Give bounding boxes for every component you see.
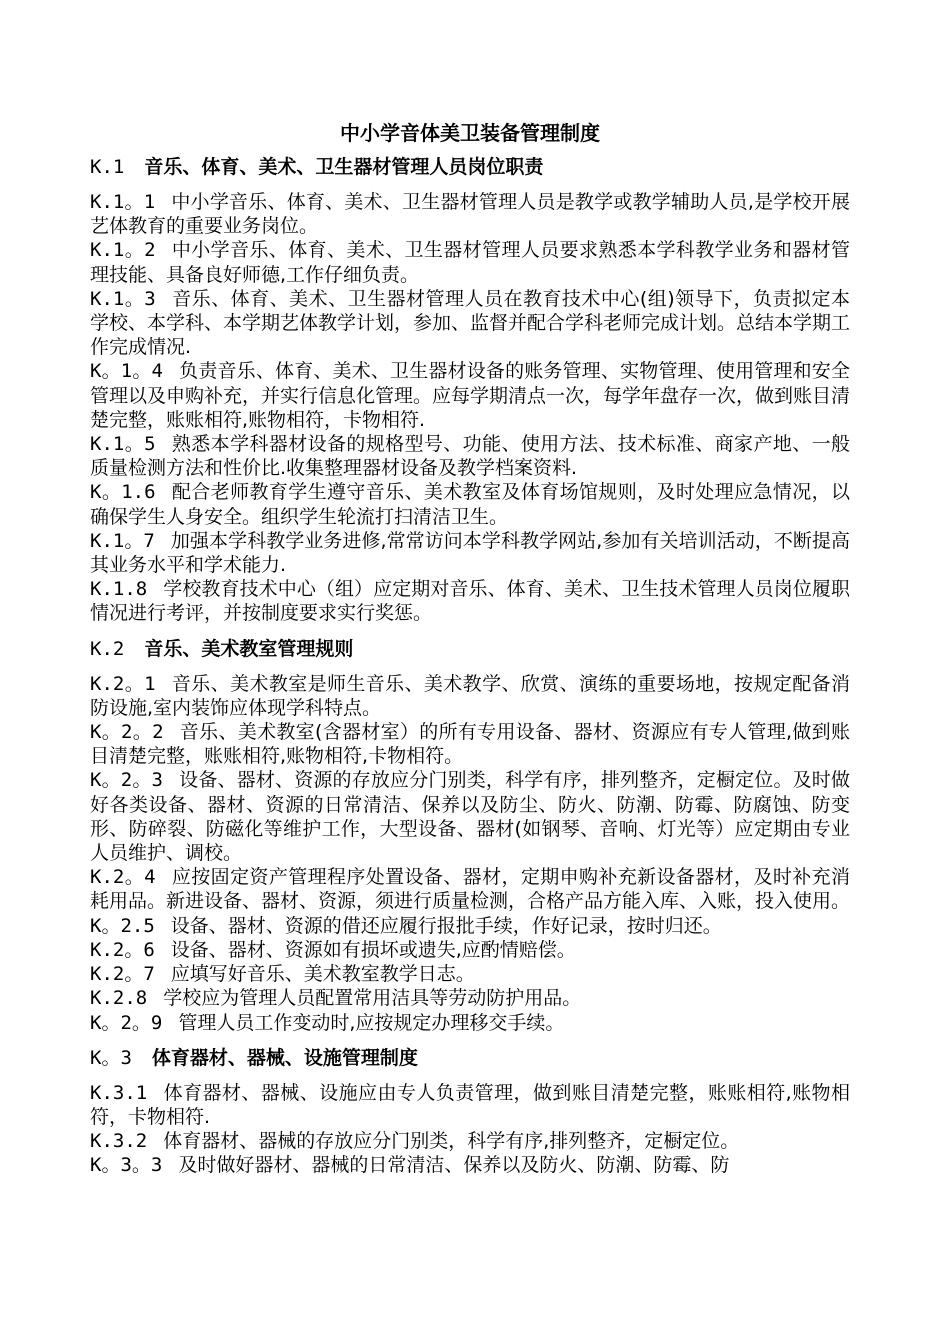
clause-text: 加强本学科教学业务进修,常常访问本学科教学网站,参加有关培训活动，不断提高其业务水平和学术能力. — [90, 529, 850, 577]
clause-number: K.1。3 — [90, 287, 156, 310]
section-heading-text: 音乐、体育、美术、卫生器材管理人员岗位职责 — [144, 156, 544, 178]
section — [90, 154, 850, 626]
section-number: K。3 — [90, 1046, 132, 1069]
clause-item — [90, 287, 850, 360]
document-title: 中小学音体美卫装备管理制度 — [340, 121, 600, 145]
section — [90, 1045, 850, 1178]
clause-text: 学校应为管理人员配置常用洁具等劳动防护用品。 — [163, 987, 582, 1010]
clause-text: 学校教育技术中心（组）应定期对音乐、体育、美术、卫生技术管理人员岗位履职情况进行考评，并按制度要求实行奖惩。 — [90, 578, 850, 625]
clause-text: 熟悉本学科器材设备的规格型号、功能、使用方法、技术标准、商家产地、一般质量检测方法和性价比.收集整理器材设备及教学档案资料. — [90, 433, 850, 480]
clause-item — [90, 938, 850, 962]
clause-text: 管理人员工作变动时,应按规定办理移交手续。 — [178, 1011, 565, 1034]
clause-item — [90, 720, 850, 768]
clause-item — [90, 529, 850, 577]
clause-item — [90, 1081, 850, 1129]
clause-number: K。2。9 — [90, 1011, 163, 1034]
clause-number: K.1。1 — [90, 191, 156, 213]
clause-text: 应填写好音乐、美术教室教学日志。 — [170, 963, 475, 986]
clause-item — [90, 359, 850, 432]
clause-text: 设备、器材、资源的借还应履行报批手续，作好记录，按时归还。 — [170, 914, 722, 937]
clause-number: K。2。2 — [90, 721, 164, 744]
clause-text: 音乐、美术教室(含器材室）的所有专用设备、器材、资源应有专人管理,做到账目清楚完整，账账相符,账物相符,卡物相符。 — [90, 721, 850, 768]
clause-item — [90, 962, 850, 986]
clause-number: K。3。3 — [90, 1154, 163, 1177]
clause-number: K.1。5 — [90, 433, 156, 456]
section-heading-text: 音乐、美术教室管理规则 — [144, 637, 354, 660]
clause-number: K.1。2 — [90, 239, 156, 262]
clause-item — [90, 480, 850, 528]
clause-text: 设备、器材、资源如有损坏或遗失,应酌情赔偿。 — [170, 938, 576, 961]
clause-item — [90, 672, 850, 720]
section — [90, 636, 850, 1035]
clause-number: K。2.5 — [90, 914, 155, 937]
section-number: K.2 — [90, 637, 125, 660]
clause-item — [90, 577, 850, 625]
document-page — [90, 118, 850, 1188]
clause-item — [90, 865, 850, 913]
section-heading — [90, 1045, 850, 1071]
section-heading — [90, 636, 850, 662]
clause-text: 中小学音乐、体育、美术、卫生器材管理人员是教学或教学辅助人员,是学校开展艺体教育的重要业务岗位。 — [90, 191, 850, 238]
clause-number: K.1.8 — [90, 578, 148, 601]
clause-text: 音乐、美术教室是师生音乐、美术教学、欣赏、演练的重要场地，按规定配备消防设施,室内装饰应体现学科特点。 — [90, 672, 850, 719]
clause-text: 音乐、体育、美术、卫生器材管理人员在教育技术中心(组)领导下，负责拟定本学校、本学科、本学期艺体教学计划，参加、监督并配合学科老师完成计划。总结本学期工作完成情况. — [90, 287, 851, 359]
clause-number: K.3.2 — [90, 1130, 148, 1153]
clause-number: K。2。3 — [90, 769, 163, 792]
clause-text: 配合老师教育学生遵守音乐、美术教室及体育场馆规则，及时处理应急情况，以确保学生人身安全。组织学生轮流打扫清洁卫生。 — [90, 481, 850, 528]
clause-number: K.2.8 — [90, 987, 148, 1010]
clause-text: 应按固定资产管理程序处置设备、器材，定期申购补充新设备器材，及时补充消耗用品。新进设备、器材、资源，须进行质量检测，合格产品方能入库、入账，投入使用。 — [90, 866, 851, 913]
clause-text: 体育器材、器械的存放应分门别类，科学有序,排列整齐，定橱定位。 — [163, 1130, 740, 1153]
clause-text: 设备、器材、资源的存放应分门别类，科学有序，排列整齐，定橱定位。及时做好各类设备、器材、资源的日常清洁、保养以及防尘、防火、防潮、防霉、防腐蚀、防变形、防碎裂、防磁化等维护工作，大型设备、器材(如钢琴、音响、灯光等）应定期由专业人员维护、调校。 — [90, 769, 850, 865]
clause-item — [90, 768, 850, 865]
clause-item — [90, 238, 850, 286]
clause-number: K.3.1 — [90, 1081, 148, 1104]
clause-item — [90, 432, 850, 480]
clause-number: K.2。6 — [90, 938, 155, 961]
clause-number: K。1。4 — [90, 360, 163, 383]
clause-item — [90, 190, 850, 238]
clause-item — [90, 914, 850, 938]
section-heading-text: 体育器材、器械、设施管理制度 — [151, 1046, 418, 1069]
clause-item — [90, 1153, 850, 1177]
clause-number: K。1.6 — [90, 481, 156, 504]
clause-number: K.1。7 — [90, 529, 155, 552]
clause-item — [90, 986, 850, 1010]
clause-item — [90, 1011, 850, 1035]
section-number: K.1 — [90, 156, 125, 178]
clause-number: K.2。4 — [90, 866, 156, 889]
clause-text: 及时做好器材、器械的日常清洁、保养以及防火、防潮、防霉、防 — [178, 1154, 730, 1177]
clause-number: K.2。1 — [90, 672, 156, 695]
clause-text: 中小学音乐、体育、美术、卫生器材管理人员要求熟悉本学科教学业务和器材管理技能、具备良好师德,工作仔细负责。 — [90, 239, 850, 286]
section-heading — [90, 154, 850, 180]
clause-number: K.2。7 — [90, 963, 155, 986]
clause-item — [90, 1129, 850, 1153]
clause-text: 负责音乐、体育、美术、卫生器材设备的账务管理、实物管理、使用管理和安全管理以及申购补充，并实行信息化管理。应每学期清点一次，每学年盘存一次，做到账目清楚完整，账账相符,账物相符，卡物相符. — [90, 360, 851, 431]
sections-container — [90, 154, 850, 1178]
clause-text: 体育器材、器械、设施应由专人负责管理，做到账目清楚完整，账账相符,账物相符，卡物相符. — [90, 1081, 850, 1128]
